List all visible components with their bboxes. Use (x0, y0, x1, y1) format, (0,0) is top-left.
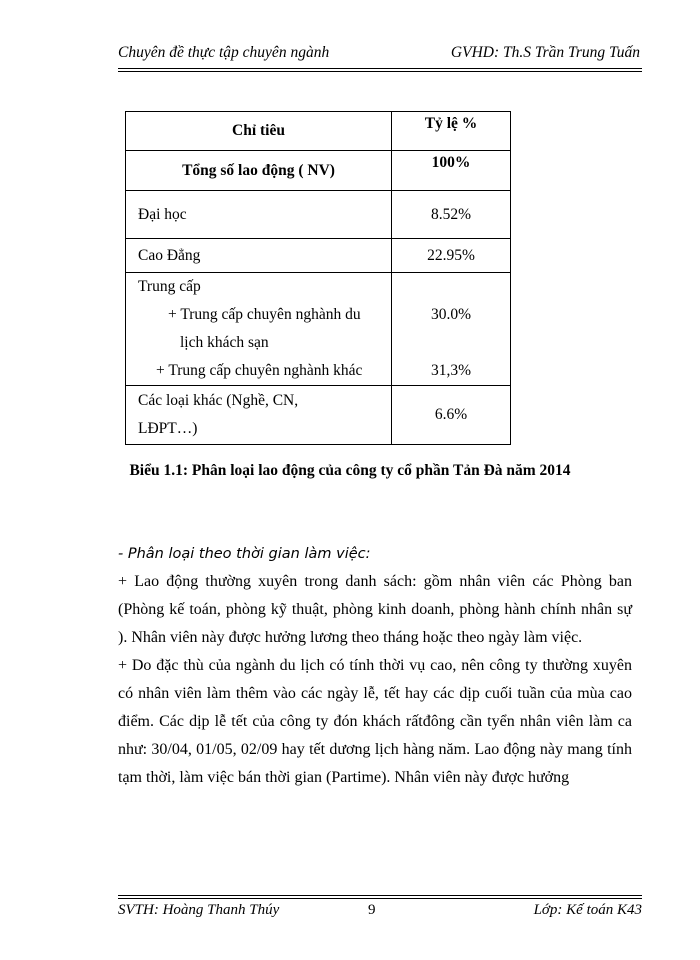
paragraph-regular-staff: + Lao động thường xuyên trong danh sách: gồm nhân viên các Phòng ban (Phòng kế toán, phòng kỹ thuật, phòng kinh doanh, phòng hành chính nhân sự ). Nhân viên này được hưởng lương theo tháng hoặc theo ngày làm việc. (118, 573, 632, 646)
row-value-college: 22.95% (392, 239, 511, 273)
footer-class: Lớp: Kế toán K43 (533, 902, 642, 918)
header-course-title: Chuyên đề thực tập chuyên ngành (118, 44, 330, 61)
row-value-university: 8.52% (392, 191, 511, 239)
total-value: 100% (392, 151, 511, 191)
header-supervisor: GVHD: Th.S Trần Trung Tuấn (450, 44, 640, 61)
table-row (126, 191, 511, 239)
labor-classification-table (125, 111, 511, 445)
paragraph-seasonal-staff: + Do đặc thù của ngành du lịch có tính thời vụ cao, nên công ty thường xuyên có nhân viên làm thêm vào các ngày lễ, tết hay các dịp cuối tuần của mùa cao điểm. Các dịp lễ tết của công ty đón khách rấtđông cần tyển nhân viên làm ca như: 30/04, 01/05, 02/09 hay tết dương lịch hàng năm. Lao động này mang tính tạm thời, làm việc bán thời gian (Partime). Nhân viên này được hưởng (118, 657, 632, 786)
row-label-university: Đại học (126, 191, 392, 239)
other-value: 6.6% (392, 386, 511, 445)
table-header-row (126, 112, 511, 151)
col-header-indicator: Chỉ tiêu (126, 112, 392, 151)
table-caption: Biểu 1.1: Phân loại lao động của công ty cổ phần Tản Đà năm 2014 (129, 462, 571, 479)
intermediate-values (392, 273, 511, 386)
intermediate-cell (126, 273, 392, 386)
intermediate-sub2-value: 31,3% (430, 362, 472, 379)
intermediate-sub1-line2: lịch khách sạn (180, 334, 269, 351)
total-label: Tổng số lao động ( NV) (126, 151, 392, 191)
other-line2: LĐPT…) (138, 420, 198, 437)
col-header-percent: Tỷ lệ % (392, 112, 511, 151)
intermediate-sub2: + Trung cấp chuyên nghành khác (156, 362, 363, 379)
intermediate-label: Trung cấp (138, 278, 201, 295)
body-text (118, 540, 632, 792)
intermediate-sub1-line1: + Trung cấp chuyên nghành du (168, 306, 361, 323)
footer-rule (118, 895, 642, 899)
section-heading: - Phân loại theo thời gian làm việc: (118, 546, 371, 562)
row-label-college: Cao Đẳng (126, 239, 392, 273)
table-row (126, 239, 511, 273)
other-label (126, 386, 392, 445)
table-row-total (126, 151, 511, 191)
page-number: 9 (368, 902, 376, 918)
table-row-intermediate (126, 273, 511, 386)
table-row-other (126, 386, 511, 445)
header-rule (118, 68, 642, 72)
other-line1: Các loại khác (Nghề, CN, (138, 392, 299, 409)
footer-student: SVTH: Hoàng Thanh Thúy (118, 902, 280, 918)
intermediate-sub1-value: 30.0% (430, 306, 472, 323)
